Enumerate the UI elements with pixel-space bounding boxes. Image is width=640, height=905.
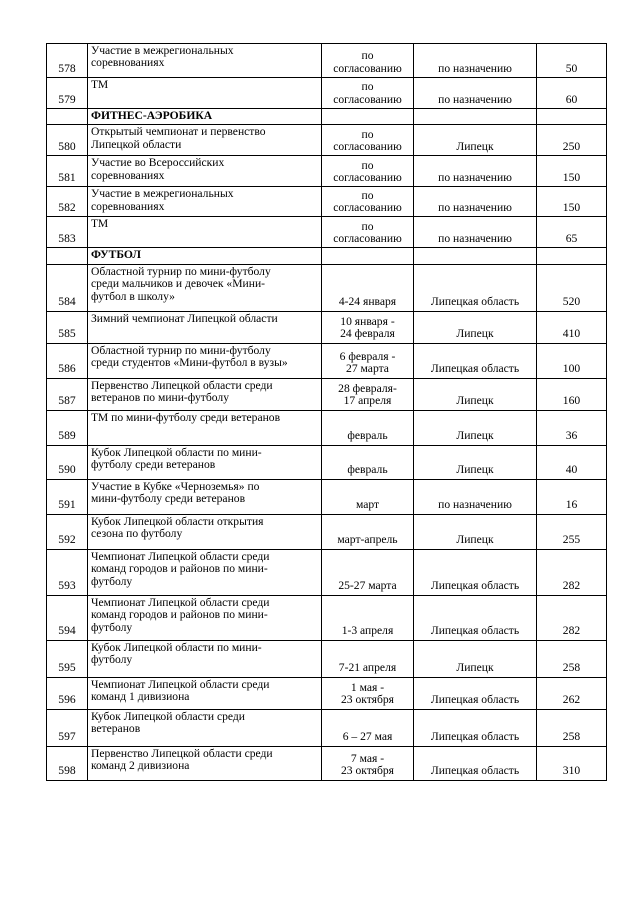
event-date: 4-24 января bbox=[322, 264, 414, 311]
row-number: 585 bbox=[47, 311, 88, 343]
event-date: 1-3 апреля bbox=[322, 595, 414, 640]
table-row bbox=[47, 378, 607, 410]
event-place: Липецк bbox=[414, 514, 537, 549]
section-num-cell bbox=[47, 248, 88, 264]
section-place-cell bbox=[414, 248, 537, 264]
section-count-cell bbox=[537, 248, 607, 264]
event-date: по согласованию bbox=[322, 187, 414, 217]
event-name: Кубок Липецкой области открытия сезона по футболу bbox=[88, 514, 322, 549]
section-title: ФИТНЕС-АЭРОБИКА bbox=[88, 109, 322, 125]
event-date: 10 января - 24 февраля bbox=[322, 311, 414, 343]
event-name: Чемпионат Липецкой области среди команд городов и районов по мини- футболу bbox=[88, 549, 322, 595]
event-place: Липецкая область bbox=[414, 677, 537, 709]
event-place: по назначению bbox=[414, 217, 537, 248]
table-row bbox=[47, 479, 607, 514]
table-row bbox=[47, 746, 607, 780]
event-date: 1 мая - 23 октября bbox=[322, 677, 414, 709]
event-date: по согласованию bbox=[322, 44, 414, 78]
section-row bbox=[47, 109, 607, 125]
participant-count: 258 bbox=[537, 709, 607, 746]
event-name: Участие в межрегиональных соревнованиях bbox=[88, 187, 322, 217]
participant-count: 150 bbox=[537, 187, 607, 217]
row-number: 598 bbox=[47, 746, 88, 780]
participant-count: 60 bbox=[537, 78, 607, 109]
event-name: Чемпионат Липецкой области среди команд городов и районов по мини- футболу bbox=[88, 595, 322, 640]
event-place: Липецкая область bbox=[414, 595, 537, 640]
event-place: Липецкая область bbox=[414, 746, 537, 780]
participant-count: 100 bbox=[537, 343, 607, 378]
participant-count: 16 bbox=[537, 479, 607, 514]
event-place: Липецкая область bbox=[414, 264, 537, 311]
event-name: Кубок Липецкой области по мини- футболу bbox=[88, 640, 322, 677]
table-row bbox=[47, 125, 607, 156]
event-name: Кубок Липецкой области среди ветеранов bbox=[88, 709, 322, 746]
event-date: февраль bbox=[322, 410, 414, 445]
table-row bbox=[47, 709, 607, 746]
event-date: по согласованию bbox=[322, 78, 414, 109]
event-date: по согласованию bbox=[322, 156, 414, 187]
section-place-cell bbox=[414, 109, 537, 125]
row-number: 579 bbox=[47, 78, 88, 109]
table-row bbox=[47, 343, 607, 378]
table-row bbox=[47, 311, 607, 343]
event-date: по согласованию bbox=[322, 125, 414, 156]
event-date: март-апрель bbox=[322, 514, 414, 549]
row-number: 580 bbox=[47, 125, 88, 156]
event-name: Областной турнир по мини-футболу среди мальчиков и девочек «Мини- футбол в школу» bbox=[88, 264, 322, 311]
event-date: 25-27 марта bbox=[322, 549, 414, 595]
table-row bbox=[47, 264, 607, 311]
table-row bbox=[47, 410, 607, 445]
row-number: 578 bbox=[47, 44, 88, 78]
section-count-cell bbox=[537, 109, 607, 125]
section-date-cell bbox=[322, 248, 414, 264]
table-row bbox=[47, 78, 607, 109]
schedule-table bbox=[46, 43, 607, 781]
event-date: 6 – 27 мая bbox=[322, 709, 414, 746]
event-place: Липецк bbox=[414, 311, 537, 343]
participant-count: 262 bbox=[537, 677, 607, 709]
event-place: Липецкая область bbox=[414, 549, 537, 595]
event-place: Липецк bbox=[414, 410, 537, 445]
row-number: 595 bbox=[47, 640, 88, 677]
event-place: по назначению bbox=[414, 78, 537, 109]
row-number: 597 bbox=[47, 709, 88, 746]
event-name: Первенство Липецкой области среди команд 2 дивизиона bbox=[88, 746, 322, 780]
row-number: 591 bbox=[47, 479, 88, 514]
table-row bbox=[47, 677, 607, 709]
row-number: 596 bbox=[47, 677, 88, 709]
row-number: 594 bbox=[47, 595, 88, 640]
event-date: март bbox=[322, 479, 414, 514]
participant-count: 520 bbox=[537, 264, 607, 311]
section-title: ФУТБОЛ bbox=[88, 248, 322, 264]
table-row bbox=[47, 640, 607, 677]
participant-count: 258 bbox=[537, 640, 607, 677]
event-name: ТМ bbox=[88, 217, 322, 248]
participant-count: 255 bbox=[537, 514, 607, 549]
section-date-cell bbox=[322, 109, 414, 125]
participant-count: 282 bbox=[537, 595, 607, 640]
table-row bbox=[47, 595, 607, 640]
event-name: Зимний чемпионат Липецкой области bbox=[88, 311, 322, 343]
event-name: Участие в Кубке «Черноземья» по мини-футболу среди ветеранов bbox=[88, 479, 322, 514]
event-place: Липецкая область bbox=[414, 343, 537, 378]
section-row bbox=[47, 248, 607, 264]
table-row bbox=[47, 549, 607, 595]
event-name: ТМ bbox=[88, 78, 322, 109]
row-number: 592 bbox=[47, 514, 88, 549]
table-row bbox=[47, 44, 607, 78]
event-date: 7-21 апреля bbox=[322, 640, 414, 677]
event-place: Липецк bbox=[414, 125, 537, 156]
event-place: по назначению bbox=[414, 44, 537, 78]
participant-count: 160 bbox=[537, 378, 607, 410]
row-number: 590 bbox=[47, 445, 88, 479]
event-place: по назначению bbox=[414, 156, 537, 187]
event-date: 28 февраля- 17 апреля bbox=[322, 378, 414, 410]
event-name: Кубок Липецкой области по мини- футболу среди ветеранов bbox=[88, 445, 322, 479]
schedule-table-body bbox=[47, 44, 607, 781]
table-row bbox=[47, 156, 607, 187]
section-num-cell bbox=[47, 109, 88, 125]
event-name: ТМ по мини-футболу среди ветеранов bbox=[88, 410, 322, 445]
table-row bbox=[47, 187, 607, 217]
participant-count: 36 bbox=[537, 410, 607, 445]
event-name: Участие во Всероссийских соревнованиях bbox=[88, 156, 322, 187]
event-place: Липецкая область bbox=[414, 709, 537, 746]
event-place: Липецк bbox=[414, 640, 537, 677]
table-row bbox=[47, 445, 607, 479]
participant-count: 282 bbox=[537, 549, 607, 595]
table-row bbox=[47, 217, 607, 248]
event-date: 6 февраля - 27 марта bbox=[322, 343, 414, 378]
row-number: 593 bbox=[47, 549, 88, 595]
event-date: по согласованию bbox=[322, 217, 414, 248]
participant-count: 65 bbox=[537, 217, 607, 248]
participant-count: 310 bbox=[537, 746, 607, 780]
row-number: 584 bbox=[47, 264, 88, 311]
event-place: Липецк bbox=[414, 445, 537, 479]
participant-count: 150 bbox=[537, 156, 607, 187]
event-name: Первенство Липецкой области среди ветеранов по мини-футболу bbox=[88, 378, 322, 410]
event-name: Участие в межрегиональных соревнованиях bbox=[88, 44, 322, 78]
table-row bbox=[47, 514, 607, 549]
event-date: февраль bbox=[322, 445, 414, 479]
participant-count: 50 bbox=[537, 44, 607, 78]
event-place: Липецк bbox=[414, 378, 537, 410]
row-number: 581 bbox=[47, 156, 88, 187]
row-number: 582 bbox=[47, 187, 88, 217]
row-number: 587 bbox=[47, 378, 88, 410]
participant-count: 410 bbox=[537, 311, 607, 343]
event-name: Чемпионат Липецкой области среди команд 1 дивизиона bbox=[88, 677, 322, 709]
row-number: 589 bbox=[47, 410, 88, 445]
participant-count: 40 bbox=[537, 445, 607, 479]
event-name: Областной турнир по мини-футболу среди студентов «Мини-футбол в вузы» bbox=[88, 343, 322, 378]
event-place: по назначению bbox=[414, 479, 537, 514]
row-number: 586 bbox=[47, 343, 88, 378]
participant-count: 250 bbox=[537, 125, 607, 156]
row-number: 583 bbox=[47, 217, 88, 248]
event-name: Открытый чемпионат и первенство Липецкой области bbox=[88, 125, 322, 156]
event-date: 7 мая - 23 октября bbox=[322, 746, 414, 780]
event-place: по назначению bbox=[414, 187, 537, 217]
